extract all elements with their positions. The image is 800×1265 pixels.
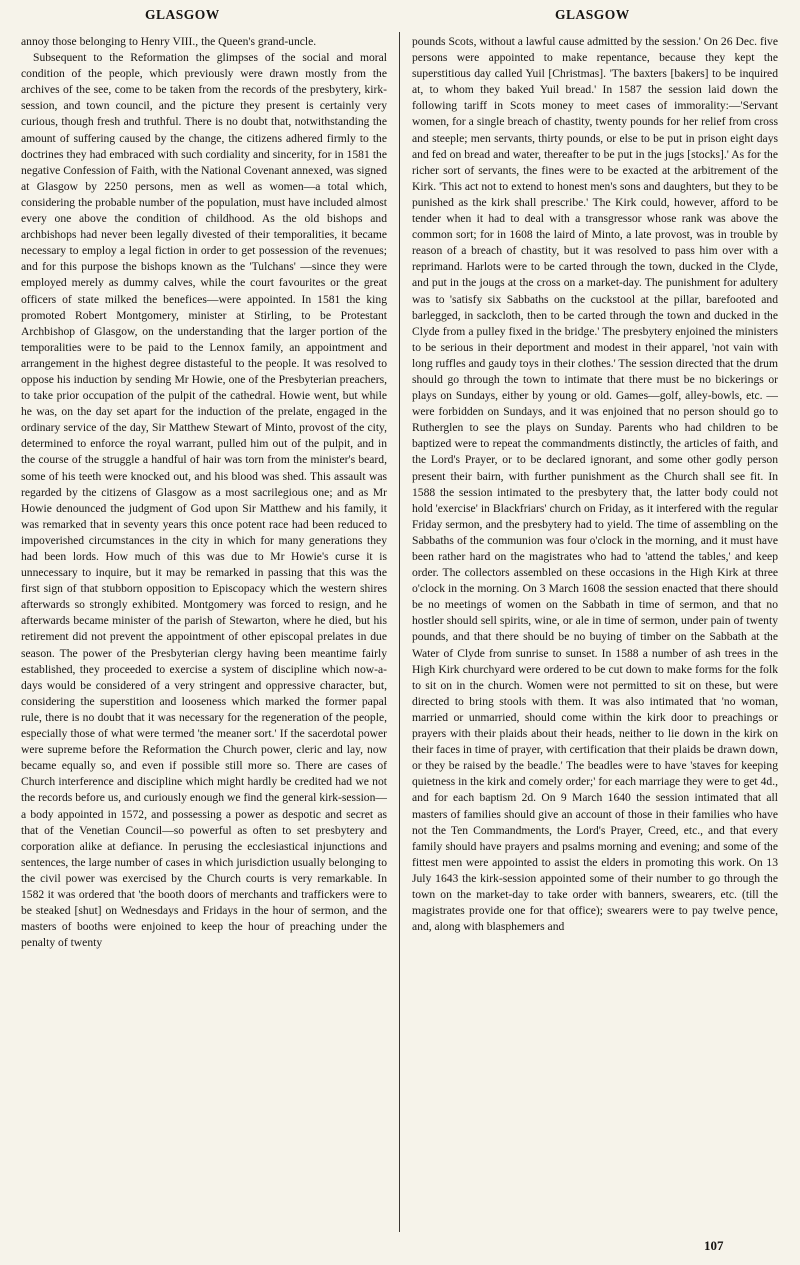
text-column-right [412,34,778,1239]
paragraph-reformation: Subsequent to the Reformation the glimpses of the social and moral condition of the people, which previously were drawn mostly from the archives of the see, come to be taken from the records of the presbytery, kirk-session, and town council, and the picture they present is certainly very curious, though fresh and truthful. There is no doubt that, notwithstanding the amount of suffering caused by the change, the citizens adhered firmly to the doctrines they had embraced with such cordiality and sincerity, for in 1581 the negative Confession of Faith, with the National Covenant annexed, was signed at Glasgow by 2250 persons, men as well as women—a total which, considering the probable number of the population, must have included almost every one above the condition of childhood. As the old bishops and archbishops had never been legally divested of their temporalities, it became necessary to employ a legal fiction in order to get possession of the revenues; and for this purpose the bishops known as the 'Tulchans' —since they were employed merely as dummy calves, while the court favourites or the great officers of state milked the benefices—were appointed. In 1581 the king promoted Robert Montgomery, minister at Stirling, to be Protestant Archbishop of Glasgow, on the understanding that the larger portion of the temporalities were to be paid to the Lennox family, an appointment and arrangement in the highest degree distasteful to the people. It was resolved to oppose his induction by sending Mr Howie, one of the Presbyterian preachers, to take prior occupation of the pulpit of the cathedral. Howie went, but while he was, on the day set apart for the induction of the prelate, engaged in the ordinary service of the day, Sir Matthew Stewart of Minto, provost of the city, determined to enforce the royal warrant, pulled him out of the pulpit, and in the course of the struggle a handful of hair was torn from the minister's beard, some of his teeth were knocked out, and his blood was shed. This assault was regarded by the citizens of Glasgow as a most sacrilegious one; and as Mr Howie denounced the judgment of God upon Sir Matthew and his family, it was remarked that in seventy years this once potent race had been reduced to impoverished circumstances in the city in which for many generations they had been lords. How much of this was due to Mr Howie's curse it is unnecessary to inquire, but it may be remarked in passing that this was the first sign of that stubborn opposition to Episcopacy which the western shires afterwards so strongly exhibited. Montgomery was forced to resign, and he afterwards became minister of the parish of Stewarton, where he died, but his retirement did not prevent the appointment of other episcopal prelates in due season. The power of the Presbyterian clergy having been meantime fairly established, they proceeded to exercise a system of discipline which now-a-days would be considered of a very stringent and oppressive character, but, considering the superstition and looseness which marked the former papal rule, there is no doubt that it was necessary for the regeneration of the people, especially those of what were termed 'the meaner sort.' If the sacerdotal power were supreme before the Reformation the Church power, cleric and lay, now became equally so, and even if possible still more so. There are cases of Church interference and discipline which might hardly be credited had we not the records before us, and curiously enough we find the general kirk-session—a body appointed in 1572, and possessing a power as despotic and secret as that of the Venetian Council—so powerful as often to set presbytery and corporation alike at defiance. In perusing the ecclesiastical injunctions and sentences, the large number of cases in which jurisdiction usually belonging to the civil power was exercised by the Church courts is very remarkable. In 1582 it was ordered that 'the booth doors of merchants and traffickers were to be steaked [shut] on Wednesdays and Fridays in the hour of sermon, and the masters of booths were enjoined to keep the hour of preaching under the penalty of twenty [21,51,387,950]
running-head-left: GLASGOW [145,7,220,22]
paragraph-continued: annoy those belonging to Henry VIII., the Queen's grand-uncle. [21,35,317,48]
column-divider [399,32,400,1232]
text-column-left [21,34,387,1239]
paragraph-kirk-discipline: pounds Scots, without a lawful cause admitted by the session.' On 26 Dec. five persons were appointed to make repentance, because they kept the superstitious day called Yuil [Christmas]. 'The baxters [bakers] to be inquired at, to whom they baked Yuil bread.' In 1587 the session laid down the following tariff in Scots money to meet cases of immorality:—'Servant women, for a single breach of chastity, twenty pounds for her relief from cross and steeple; men servants, thirty pounds, or else to be put in prison eight days and fed on bread and water, thereafter to be put in the jugs [stocks].' As for the richer sort of servants, the fines were to be exacted at the arbitrement of the Kirk. 'This act not to extend to honest men's sons and daughters, but they to be punished as the kirk shall prescribe.' The Kirk could, however, afford to be tender when it had to deal with a transgressor whose rank was above the common sort; for in 1608 the laird of Minto, a late provost, was in trouble by reason of a breach of chastity, but it was resolved to pass him over with a reprimand. Harlots were to be carted through the town, ducked in the Clyde, and put in the jougs at the cross on a market-day. The punishment for adultery was to 'satisfy six Sabbaths on the cuckstool at the pillar, barefooted and barlegged, in sackcloth, then to be carted through the town and ducked in the Clyde from a pulley fixed in the bridge.' The presbytery enjoined the ministers to be serious in their deportment and modest in their apparel, 'not vain with long ruffles and gaudy toys in their clothes.' The session directed that the drum should go through the town to intimate that there must be no bickerings or plays on Sundays, either by young or old. Games—golf, alley-bowls, etc. —were forbidden on Sundays, and it was enjoined that no person should go to Rutherglen to see the plays on Sunday. Parents who had children to be baptized were to repeat the commandments distinctly, the articles of faith, and the Lord's Prayer, or to be declared ignorant, and some other godly person present their bairn, with further punishment as the Church shall see fit. In 1588 the session intimated to the presbytery that, the latter body could not hold 'exercise' in Blackfriars' church on Friday, as it interfered with the regular Friday sermon, and the presbytery had to yield. The time of assembling on the Sabbaths of the communion was four o'clock in the morning, and it must have been rather hard on the magistrates who had to 'attend the tables,' and keep order. The collectors assembled on these occasions in the High Kirk at three o'clock in the morning. On 3 March 1608 the session enacted that there should be no meetings of women on the Sabbath in time of sermon, and that no hostler should sell spirits, wine, or ale in time of sermon, under pain of twenty pounds, and that there should be no buying of timber on the Sabbath at the Water of Clyde from sunrise to sunset. In 1588 a number of ash trees in the High Kirk churchyard were ordered to be cut down to make forms for the folk to sit on in the church. Women were not permitted to sit on these, but were directed to bring stools with them. It was also intimated that 'no woman, married or unmarried, should come within the kirk door to preachings or prayers with their plaids about their heads, neither to lie down in the kirk on their faces in time of prayer, with certification that their plaids be drawn down, or they be raised by the beadle.' The beadles were to have 'staves for keeping quietness in the kirk and comely order;' for each marriage they were to get 4d., and for each baptism 2d. On 9 March 1640 the session intimated that all masters of families should give an account of those in their families who have not the Ten Commandments, the Lord's Prayer, Creed, etc., and that every family should have prayers and psalms morning and evening; and some of the fittest men were appointed to assist the elders in promoting this work. On 13 July 1643 the kirk-session appointed some of their number to go through the town on the market-day to take order with banners, swearers, etc. (till the magistrates provide one for that office); swearers were to pay twelve pence, and, along with blasphemers and [412,35,778,934]
running-head-right: GLASGOW [555,7,630,22]
page-number: 107 [704,1238,724,1253]
